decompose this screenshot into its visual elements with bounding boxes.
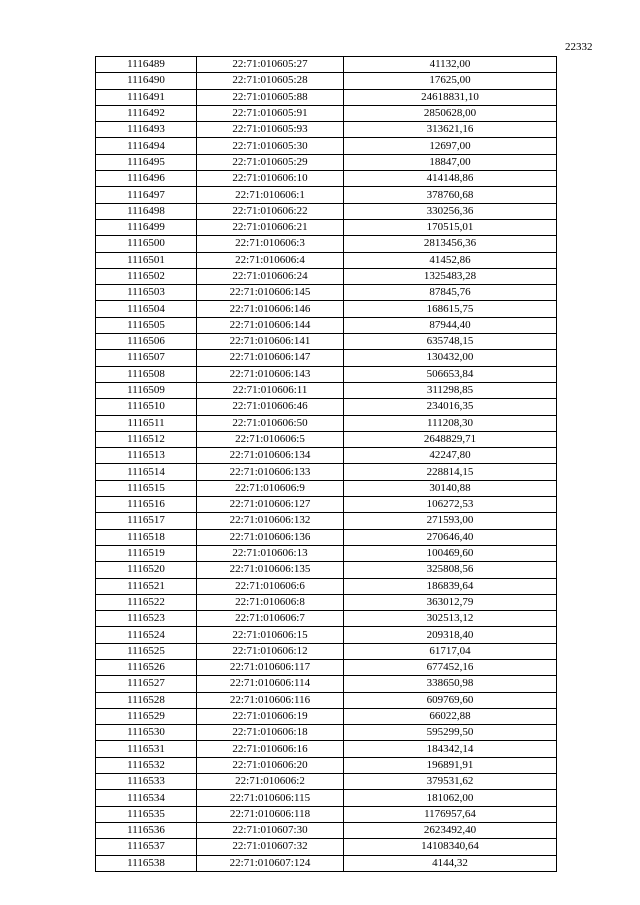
value-cell: 186839,64 [344, 578, 557, 594]
cadastral-number-cell: 22:71:010606:135 [197, 562, 344, 578]
table-row [96, 855, 557, 871]
cadastral-number-cell: 22:71:010606:2 [197, 774, 344, 790]
value-cell: 330256,36 [344, 203, 557, 219]
cadastral-number-cell: 22:71:010606:6 [197, 578, 344, 594]
record-number-cell: 1116532 [96, 757, 197, 773]
table-row [96, 203, 557, 219]
record-number-cell: 1116517 [96, 513, 197, 529]
cadastral-number-cell: 22:71:010606:7 [197, 611, 344, 627]
record-number-cell: 1116521 [96, 578, 197, 594]
cadastral-number-cell: 22:71:010606:147 [197, 350, 344, 366]
record-number-cell: 1116538 [96, 855, 197, 871]
value-cell: 184342,14 [344, 741, 557, 757]
table-row [96, 268, 557, 284]
record-number-cell: 1116534 [96, 790, 197, 806]
table-row [96, 594, 557, 610]
value-cell: 66022,88 [344, 708, 557, 724]
cadastral-number-cell: 22:71:010606:8 [197, 594, 344, 610]
value-cell: 271593,00 [344, 513, 557, 529]
table-row [96, 73, 557, 89]
record-number-cell: 1116520 [96, 562, 197, 578]
value-cell: 61717,04 [344, 643, 557, 659]
cadastral-number-cell: 22:71:010605:29 [197, 154, 344, 170]
cadastral-number-cell: 22:71:010606:4 [197, 252, 344, 268]
record-number-cell: 1116526 [96, 659, 197, 675]
record-number-cell: 1116501 [96, 252, 197, 268]
cadastral-number-cell: 22:71:010606:118 [197, 806, 344, 822]
value-cell: 2813456,36 [344, 236, 557, 252]
value-cell: 2648829,71 [344, 431, 557, 447]
table-row [96, 806, 557, 822]
cadastral-number-cell: 22:71:010605:91 [197, 105, 344, 121]
value-cell: 228814,15 [344, 464, 557, 480]
table-row [96, 529, 557, 545]
record-number-cell: 1116498 [96, 203, 197, 219]
record-number-cell: 1116516 [96, 497, 197, 513]
value-cell: 378760,68 [344, 187, 557, 203]
cadastral-number-cell: 22:71:010607:30 [197, 822, 344, 838]
value-cell: 4144,32 [344, 855, 557, 871]
value-cell: 677452,16 [344, 659, 557, 675]
value-cell: 12697,00 [344, 138, 557, 154]
record-number-cell: 1116502 [96, 268, 197, 284]
table-row [96, 627, 557, 643]
value-cell: 234016,35 [344, 399, 557, 415]
table-row [96, 285, 557, 301]
value-cell: 17625,00 [344, 73, 557, 89]
cadastral-number-cell: 22:71:010606:11 [197, 382, 344, 398]
record-number-cell: 1116519 [96, 545, 197, 561]
record-number-cell: 1116500 [96, 236, 197, 252]
record-number-cell: 1116496 [96, 171, 197, 187]
value-cell: 106272,53 [344, 497, 557, 513]
value-cell: 506653,84 [344, 366, 557, 382]
table-row [96, 822, 557, 838]
table-row [96, 171, 557, 187]
value-cell: 87944,40 [344, 317, 557, 333]
record-number-cell: 1116531 [96, 741, 197, 757]
cadastral-number-cell: 22:71:010605:28 [197, 73, 344, 89]
value-cell: 1325483,28 [344, 268, 557, 284]
value-cell: 24618831,10 [344, 89, 557, 105]
value-cell: 87845,76 [344, 285, 557, 301]
record-number-cell: 1116489 [96, 57, 197, 73]
table-row [96, 431, 557, 447]
table-row [96, 399, 557, 415]
records-table [95, 56, 557, 872]
cadastral-number-cell: 22:71:010606:146 [197, 301, 344, 317]
record-number-cell: 1116511 [96, 415, 197, 431]
record-number-cell: 1116497 [96, 187, 197, 203]
table-row [96, 643, 557, 659]
table-row [96, 790, 557, 806]
value-cell: 363012,79 [344, 594, 557, 610]
value-cell: 338650,98 [344, 676, 557, 692]
table-row [96, 334, 557, 350]
cadastral-number-cell: 22:71:010606:143 [197, 366, 344, 382]
value-cell: 42247,80 [344, 448, 557, 464]
table-row [96, 497, 557, 513]
cadastral-number-cell: 22:71:010606:21 [197, 219, 344, 235]
table-row [96, 545, 557, 561]
record-number-cell: 1116505 [96, 317, 197, 333]
cadastral-number-cell: 22:71:010606:114 [197, 676, 344, 692]
value-cell: 30140,88 [344, 480, 557, 496]
table-row [96, 774, 557, 790]
record-number-cell: 1116499 [96, 219, 197, 235]
record-number-cell: 1116507 [96, 350, 197, 366]
cadastral-number-cell: 22:71:010606:116 [197, 692, 344, 708]
value-cell: 313621,16 [344, 122, 557, 138]
cadastral-number-cell: 22:71:010606:133 [197, 464, 344, 480]
record-number-cell: 1116504 [96, 301, 197, 317]
cadastral-number-cell: 22:71:010606:13 [197, 545, 344, 561]
value-cell: 130432,00 [344, 350, 557, 366]
cadastral-number-cell: 22:71:010605:88 [197, 89, 344, 105]
cadastral-number-cell: 22:71:010606:9 [197, 480, 344, 496]
cadastral-number-cell: 22:71:010606:24 [197, 268, 344, 284]
table-row [96, 138, 557, 154]
record-number-cell: 1116533 [96, 774, 197, 790]
cadastral-number-cell: 22:71:010606:136 [197, 529, 344, 545]
cadastral-number-cell: 22:71:010606:18 [197, 725, 344, 741]
record-number-cell: 1116525 [96, 643, 197, 659]
value-cell: 170515,01 [344, 219, 557, 235]
table-row [96, 839, 557, 855]
table-row [96, 154, 557, 170]
table-row [96, 741, 557, 757]
record-number-cell: 1116495 [96, 154, 197, 170]
table-row [96, 317, 557, 333]
table-row [96, 578, 557, 594]
cadastral-number-cell: 22:71:010606:132 [197, 513, 344, 529]
cadastral-number-cell: 22:71:010606:22 [197, 203, 344, 219]
value-cell: 595299,50 [344, 725, 557, 741]
table-row [96, 187, 557, 203]
record-number-cell: 1116503 [96, 285, 197, 301]
cadastral-number-cell: 22:71:010606:127 [197, 497, 344, 513]
cadastral-number-cell: 22:71:010606:117 [197, 659, 344, 675]
table-row [96, 382, 557, 398]
value-cell: 14108340,64 [344, 839, 557, 855]
table-row [96, 562, 557, 578]
record-number-cell: 1116490 [96, 73, 197, 89]
cadastral-number-cell: 22:71:010607:32 [197, 839, 344, 855]
value-cell: 168615,75 [344, 301, 557, 317]
table-row [96, 513, 557, 529]
table-row [96, 725, 557, 741]
cadastral-number-cell: 22:71:010606:50 [197, 415, 344, 431]
record-number-cell: 1116491 [96, 89, 197, 105]
value-cell: 41452,86 [344, 252, 557, 268]
record-number-cell: 1116493 [96, 122, 197, 138]
record-number-cell: 1116494 [96, 138, 197, 154]
record-number-cell: 1116530 [96, 725, 197, 741]
table-row [96, 105, 557, 121]
table-row [96, 122, 557, 138]
value-cell: 325808,56 [344, 562, 557, 578]
record-number-cell: 1116524 [96, 627, 197, 643]
cadastral-number-cell: 22:71:010605:27 [197, 57, 344, 73]
cadastral-number-cell: 22:71:010606:16 [197, 741, 344, 757]
record-number-cell: 1116512 [96, 431, 197, 447]
record-number-cell: 1116513 [96, 448, 197, 464]
cadastral-number-cell: 22:71:010605:30 [197, 138, 344, 154]
record-number-cell: 1116492 [96, 105, 197, 121]
cadastral-number-cell: 22:71:010606:10 [197, 171, 344, 187]
cadastral-number-cell: 22:71:010606:12 [197, 643, 344, 659]
cadastral-number-cell: 22:71:010606:46 [197, 399, 344, 415]
cadastral-number-cell: 22:71:010606:134 [197, 448, 344, 464]
cadastral-number-cell: 22:71:010605:93 [197, 122, 344, 138]
table-row [96, 252, 557, 268]
cadastral-number-cell: 22:71:010606:3 [197, 236, 344, 252]
table-row [96, 659, 557, 675]
value-cell: 181062,00 [344, 790, 557, 806]
value-cell: 2623492,40 [344, 822, 557, 838]
record-number-cell: 1116508 [96, 366, 197, 382]
cadastral-number-cell: 22:71:010606:20 [197, 757, 344, 773]
table-row [96, 708, 557, 724]
cadastral-number-cell: 22:71:010606:1 [197, 187, 344, 203]
table-row [96, 57, 557, 73]
value-cell: 196891,91 [344, 757, 557, 773]
value-cell: 379531,62 [344, 774, 557, 790]
cadastral-number-cell: 22:71:010606:15 [197, 627, 344, 643]
value-cell: 100469,60 [344, 545, 557, 561]
value-cell: 111208,30 [344, 415, 557, 431]
value-cell: 209318,40 [344, 627, 557, 643]
value-cell: 18847,00 [344, 154, 557, 170]
record-number-cell: 1116529 [96, 708, 197, 724]
table-row [96, 464, 557, 480]
cadastral-number-cell: 22:71:010606:19 [197, 708, 344, 724]
record-number-cell: 1116510 [96, 399, 197, 415]
value-cell: 635748,15 [344, 334, 557, 350]
value-cell: 609769,60 [344, 692, 557, 708]
value-cell: 414148,86 [344, 171, 557, 187]
value-cell: 302513,12 [344, 611, 557, 627]
table-row [96, 676, 557, 692]
table-row [96, 366, 557, 382]
table-row [96, 89, 557, 105]
record-number-cell: 1116536 [96, 822, 197, 838]
record-number-cell: 1116527 [96, 676, 197, 692]
value-cell: 41132,00 [344, 57, 557, 73]
value-cell: 270646,40 [344, 529, 557, 545]
cadastral-number-cell: 22:71:010606:144 [197, 317, 344, 333]
cadastral-number-cell: 22:71:010606:141 [197, 334, 344, 350]
table-row [96, 350, 557, 366]
records-body [96, 57, 557, 872]
table-row [96, 219, 557, 235]
record-number-cell: 1116515 [96, 480, 197, 496]
record-number-cell: 1116514 [96, 464, 197, 480]
cadastral-number-cell: 22:71:010606:5 [197, 431, 344, 447]
cadastral-number-cell: 22:71:010606:115 [197, 790, 344, 806]
record-number-cell: 1116523 [96, 611, 197, 627]
record-number-cell: 1116535 [96, 806, 197, 822]
cadastral-number-cell: 22:71:010606:145 [197, 285, 344, 301]
record-number-cell: 1116506 [96, 334, 197, 350]
page-number: 22332 [565, 41, 593, 53]
record-number-cell: 1116522 [96, 594, 197, 610]
table-row [96, 236, 557, 252]
table-row [96, 692, 557, 708]
table-row [96, 448, 557, 464]
value-cell: 1176957,64 [344, 806, 557, 822]
record-number-cell: 1116528 [96, 692, 197, 708]
cadastral-number-cell: 22:71:010607:124 [197, 855, 344, 871]
table-row [96, 480, 557, 496]
table-row [96, 301, 557, 317]
table-row [96, 415, 557, 431]
record-number-cell: 1116537 [96, 839, 197, 855]
value-cell: 2850628,00 [344, 105, 557, 121]
record-number-cell: 1116518 [96, 529, 197, 545]
value-cell: 311298,85 [344, 382, 557, 398]
table-row [96, 757, 557, 773]
table-row [96, 611, 557, 627]
record-number-cell: 1116509 [96, 382, 197, 398]
